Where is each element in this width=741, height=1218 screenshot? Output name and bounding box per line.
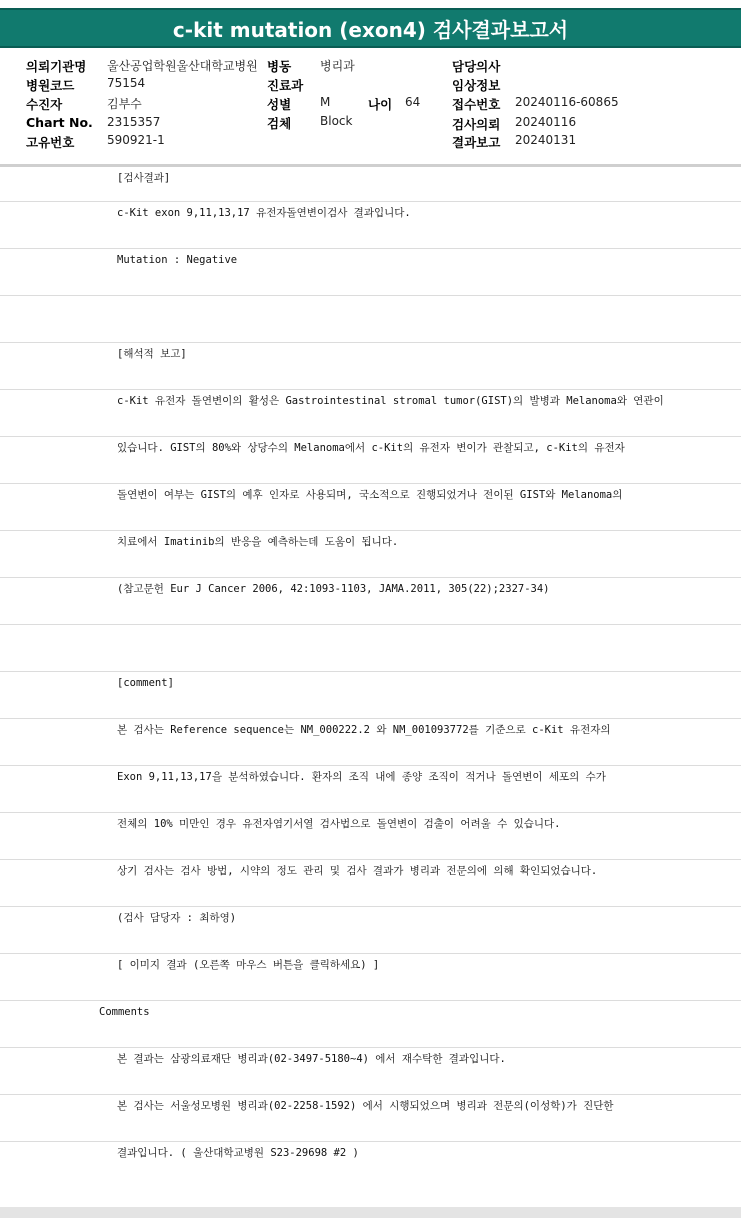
ward-value: 병리과: [320, 59, 355, 73]
report-line-text: 본 결과는 삼광의료재단 병리과(02-3497-5180~4) 에서 재수탁한 결과입니다.: [117, 1053, 506, 1065]
report-line-row: [0, 907, 741, 954]
doctor-label: 담당의사: [452, 59, 501, 74]
chart-number-label: Chart No.: [26, 115, 93, 130]
report-line-text: 전체의 10% 미만인 경우 유전자염기서열 검사법으로 돌연변이 검출이 어려울 수 있습니다.: [117, 818, 561, 830]
horizontal-scrollbar[interactable]: [0, 1207, 741, 1218]
sex-label: 성별: [267, 97, 292, 112]
hospital-code-value: 75154: [107, 76, 146, 90]
report-line-text: c-Kit 유전자 돌연변이의 활성은 Gastrointestinal stromal tumor(GIST)의 발병과 Melanoma와 연관이: [117, 395, 664, 407]
report-line-row: [0, 719, 741, 766]
sex-value: M: [320, 95, 331, 109]
report-line-text: [해석적 보고]: [117, 348, 187, 360]
specimen-value: Block: [320, 114, 353, 128]
report-line-text: (참고문헌 Eur J Cancer 2006, 42:1093-1103, JAMA.2011, 305(22);2327-34): [117, 583, 550, 595]
institution-label: 의뢰기관명: [26, 59, 87, 74]
report-line-row: [0, 766, 741, 813]
report-line-text: [comment]: [117, 677, 174, 689]
dept-label: 진료과: [267, 78, 304, 93]
report-line-row: [0, 1095, 741, 1142]
report-line-text: Exon 9,11,13,17을 분석하였습니다. 환자의 조직 내에 종양 조직이 적거나 돌연변이 세포의 수가: [117, 771, 606, 783]
clinical-label: 임상정보: [452, 78, 501, 93]
report-line-row: [0, 1048, 741, 1095]
institution-value: 울산공업학원울산대학교병원: [107, 59, 258, 73]
report-title: c-kit mutation (exon4) 검사결과보고서: [0, 8, 741, 48]
report-line-row: [0, 484, 741, 531]
image-result-row[interactable]: [0, 954, 741, 1001]
report-line-text: (검사 담당자 : 최하영): [117, 912, 237, 924]
report-line-row: [0, 860, 741, 907]
report-date-value: 20240131: [515, 133, 577, 147]
report-line-text: 본 검사는 서울성모병원 병리과(02-2258-1592) 에서 시행되었으며 병리과 전문의(이성학)가 진단한: [117, 1100, 614, 1112]
patient-info-panel: [0, 52, 741, 164]
report-lines-list: [0, 167, 741, 1189]
report-line-text: 본 검사는 Reference sequence는 NM_000222.2 와 NM_001093772를 기준으로 c-Kit 유전자의: [117, 724, 611, 736]
receipt-value: 20240116-60865: [515, 95, 619, 109]
report-line-row: [0, 1001, 741, 1048]
report-line-row: [0, 167, 741, 202]
report-line-text: 있습니다. GIST의 80%와 상당수의 Melanoma에서 c-Kit의 유전자 변이가 관찰되고, c-Kit의 유전자: [117, 442, 625, 454]
report-line-row: [0, 1142, 741, 1189]
report-line-text: 돌연변이 여부는 GIST의 예후 인자로 사용되며, 국소적으로 진행되었거나 전이된 GIST와 Melanoma의: [117, 489, 623, 501]
report-line-text: [검사결과]: [117, 172, 171, 184]
unique-id-value: 590921-1: [107, 133, 165, 147]
report-line-text: 상기 검사는 검사 방법, 시약의 정도 관리 및 검사 결과가 병리과 전문의에 의해 확인되었습니다.: [117, 865, 598, 877]
ward-label: 병동: [267, 59, 292, 74]
report-line-text: 결과입니다. ( 울산대학교병원 S23-29698 #2 ): [117, 1147, 359, 1159]
image-result-link[interactable]: [ 이미지 결과 (오른쪽 마우스 버튼을 클릭하세요) ]: [117, 959, 380, 971]
report-line-text: c-Kit exon 9,11,13,17 유전자돌연변이검사 결과입니다.: [117, 207, 411, 219]
age-label: 나이: [368, 97, 393, 112]
report-line-row: [0, 813, 741, 860]
report-line-text: Mutation : Negative: [117, 254, 238, 266]
report-line-row: [0, 437, 741, 484]
report-line-row: [0, 343, 741, 390]
report-line-text: 치료에서 Imatinib의 반응을 예측하는데 도움이 됩니다.: [117, 536, 399, 548]
report-line-row: [0, 531, 741, 578]
receipt-label: 접수번호: [452, 97, 501, 112]
report-line-row: [0, 202, 741, 249]
hospital-code-label: 병원코드: [26, 78, 75, 93]
report-line-row: [0, 390, 741, 437]
unique-id-label: 고유번호: [26, 135, 75, 150]
patient-label: 수진자: [26, 97, 63, 112]
chart-number-value: 2315357: [107, 115, 161, 129]
report-line-row: [0, 296, 741, 343]
specimen-label: 검체: [267, 116, 292, 131]
patient-value: 김부수: [107, 97, 142, 111]
report-date-label: 결과보고: [452, 135, 501, 150]
report-line-row: [0, 625, 741, 672]
report-line-row: [0, 249, 741, 296]
report-line-row: [0, 578, 741, 625]
age-value: 64: [405, 95, 421, 109]
comments-heading: Comments: [99, 1006, 150, 1018]
request-date-value: 20240116: [515, 115, 577, 129]
report-line-row: [0, 672, 741, 719]
request-date-label: 검사의뢰: [452, 117, 501, 132]
